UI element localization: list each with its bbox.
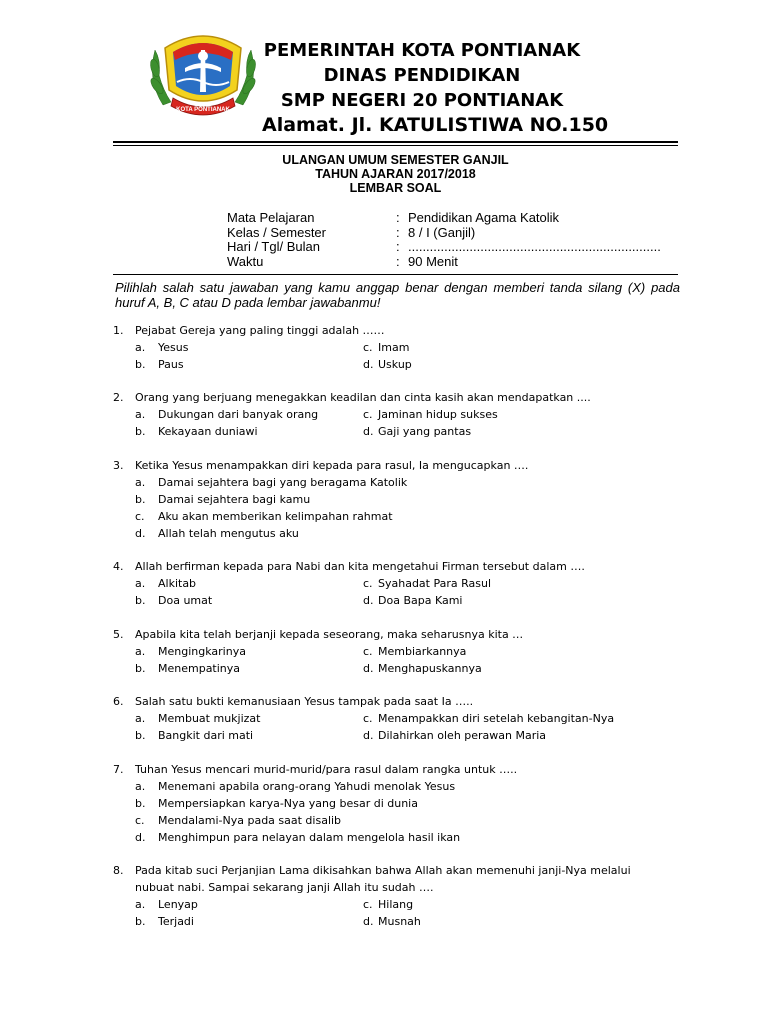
option-letter: b.: [135, 915, 146, 928]
option-text: Doa Bapa Kami: [378, 594, 463, 607]
option-letter: d.: [363, 662, 374, 675]
question-2: [113, 389, 693, 440]
option-row: [113, 339, 693, 356]
option-letter: b.: [135, 425, 146, 438]
option-text: Bangkit dari mati: [158, 729, 254, 742]
option-letter: c.: [363, 898, 373, 911]
option-row: [113, 474, 693, 491]
option-text: Menghapuskannya: [378, 662, 482, 675]
option-row: [113, 795, 693, 812]
option-text: Dilahirkan oleh perawan Maria: [378, 729, 547, 742]
question-text: Pejabat Gereja yang paling tinggi adalah ……: [135, 324, 385, 337]
question-7: [113, 761, 693, 846]
info-colon: :: [396, 210, 400, 225]
question-text: Tuhan Yesus mencari murid-murid/para rasul dalam rangka untuk …..: [135, 763, 518, 776]
svg-text:KOTA PONTIANAK: KOTA PONTIANAK: [176, 107, 230, 113]
option-row: [113, 575, 693, 592]
question-number: 5.: [113, 628, 124, 641]
option-text: Menghimpun para nelayan dalam mengelola hasil ikan: [158, 831, 461, 844]
info-colon: :: [396, 253, 400, 269]
info-colon: :: [396, 239, 400, 254]
option-letter: a.: [135, 577, 146, 590]
option-text: Kekayaan duniawi: [158, 425, 258, 438]
option-text: Damai sejahtera bagi yang beragama Katolik: [158, 476, 408, 489]
question-number: 3.: [113, 459, 124, 472]
question-number: 4.: [113, 560, 124, 573]
option-letter: b.: [135, 493, 146, 506]
option-letter: a.: [135, 712, 146, 725]
question-text: Pada kitab suci Perjanjian Lama dikisahkan bahwa Allah akan memenuhi janji-Nya melalui: [135, 864, 631, 877]
question-number: 8.: [113, 864, 124, 877]
question-number: 6.: [113, 695, 124, 708]
info-value: 8 / I (Ganjil): [408, 224, 476, 240]
kota-pontianak-emblem-icon: [143, 20, 263, 125]
option-row: [113, 829, 693, 846]
option-letter: a.: [135, 645, 146, 658]
option-letter: b.: [135, 358, 146, 371]
option-row: [113, 660, 693, 677]
option-text: Menemani apabila orang-orang Yahudi menolak Yesus: [158, 780, 456, 793]
exam-sheet-label: LEMBAR SOAL: [349, 181, 442, 195]
option-row: [113, 491, 693, 508]
option-row: [113, 525, 693, 542]
exam-title: ULANGAN UMUM SEMESTER GANJIL: [282, 153, 509, 167]
instruction-text: Pilihlah salah satu jawaban yang kamu anggap benar dengan memberi tanda silang (X) pada huruf A, B, C atau D pada lembar jawabanmu!: [115, 280, 680, 310]
header-divider-thick: [113, 141, 678, 143]
option-letter: b.: [135, 797, 146, 810]
question-6: [113, 693, 693, 744]
exam-heading: [113, 153, 678, 195]
option-letter: a.: [135, 898, 146, 911]
option-row: [113, 727, 693, 744]
header-divider-thin: [113, 145, 678, 146]
option-letter: a.: [135, 780, 146, 793]
option-letter: d.: [363, 729, 374, 742]
exam-year: TAHUN AJARAN 2017/2018: [315, 167, 476, 181]
option-letter: d.: [363, 594, 374, 607]
info-divider: [113, 274, 678, 275]
option-letter: d.: [363, 425, 374, 438]
option-letter: c.: [363, 645, 373, 658]
question-number: 7.: [113, 763, 124, 776]
option-row: [113, 356, 693, 373]
option-letter: d.: [363, 358, 374, 371]
option-text: Membuat mukjizat: [158, 712, 261, 725]
question-5: [113, 626, 693, 677]
school-name: SMP NEGERI 20 PONTIANAK: [280, 90, 564, 111]
option-letter: a.: [135, 476, 146, 489]
option-text: Imam: [378, 341, 410, 354]
option-letter: c.: [135, 814, 145, 827]
option-letter: c.: [135, 510, 145, 523]
option-row: [113, 508, 693, 525]
option-text: Mendalami-Nya pada saat disalib: [158, 814, 342, 827]
option-row: [113, 913, 693, 930]
option-text: Terjadi: [158, 915, 194, 928]
option-text: Aku akan memberikan kelimpahan rahmat: [158, 510, 393, 523]
option-text: Damai sejahtera bagi kamu: [158, 493, 311, 506]
option-letter: c.: [363, 577, 373, 590]
option-text: Yesus: [158, 341, 189, 354]
option-text: Musnah: [378, 915, 421, 928]
option-row: [113, 423, 693, 440]
option-text: Doa umat: [158, 594, 213, 607]
option-text: Allah telah mengutus aku: [158, 527, 299, 540]
option-row: [113, 643, 693, 660]
info-label: Hari / Tgl/ Bulan: [227, 239, 320, 254]
option-row: [113, 812, 693, 829]
option-text: Membiarkannya: [378, 645, 467, 658]
option-text: Uskup: [378, 358, 412, 371]
question-text: Allah berfirman kepada para Nabi dan kita mengetahui Firman tersebut dalam ….: [135, 560, 585, 573]
department-name: DINAS PENDIDIKAN: [323, 65, 521, 86]
question-text: nubuat nabi. Sampai sekarang janji Allah itu sudah ….: [135, 881, 434, 894]
info-colon: :: [396, 224, 400, 240]
option-text: Gaji yang pantas: [378, 425, 472, 438]
option-text: Menempatinya: [158, 662, 241, 675]
option-text: Paus: [158, 358, 184, 371]
option-row: [113, 406, 693, 423]
option-text: Syahadat Para Rasul: [378, 577, 492, 590]
question-text: Ketika Yesus menampakkan diri kepada para rasul, Ia mengucapkan ….: [135, 459, 529, 472]
info-value: Pendidikan Agama Katolik: [408, 210, 560, 225]
question-text: Orang yang berjuang menegakkan keadilan dan cinta kasih akan mendapatkan ....: [135, 391, 591, 404]
option-letter: a.: [135, 408, 146, 421]
info-value: ......................................................................: [408, 239, 661, 254]
option-letter: c.: [363, 408, 373, 421]
option-text: Lenyap: [158, 898, 198, 911]
option-letter: d.: [363, 915, 374, 928]
info-label: Waktu: [227, 253, 264, 269]
option-letter: b.: [135, 729, 146, 742]
option-row: [113, 896, 693, 913]
question-8: [113, 862, 693, 930]
option-text: Hilang: [378, 898, 414, 911]
option-row: [113, 592, 693, 609]
option-letter: a.: [135, 341, 146, 354]
question-1: [113, 322, 693, 373]
question-3: [113, 457, 693, 542]
option-row: [113, 778, 693, 795]
info-label: Mata Pelajaran: [227, 210, 315, 225]
option-text: Alkitab: [158, 577, 197, 590]
info-label: Kelas / Semester: [227, 224, 326, 240]
option-row: [113, 710, 693, 727]
option-letter: c.: [363, 341, 373, 354]
option-text: Mempersiapkan karya-Nya yang besar di dunia: [158, 797, 418, 810]
option-text: Jaminan hidup sukses: [378, 408, 498, 421]
option-text: Dukungan dari banyak orang: [158, 408, 319, 421]
option-letter: b.: [135, 594, 146, 607]
question-number: 1.: [113, 324, 124, 337]
question-text: Apabila kita telah berjanji kepada seseorang, maka seharusnya kita …: [135, 628, 524, 641]
question-number: 2.: [113, 391, 124, 404]
option-letter: d.: [135, 527, 146, 540]
option-letter: c.: [363, 712, 373, 725]
letterhead: [262, 38, 609, 138]
question-4: [113, 558, 693, 609]
option-text: Menampakkan diri setelah kebangitan-Nya: [378, 712, 615, 725]
school-address: Alamat. Jl. KATULISTIWA NO.150: [262, 114, 609, 136]
option-letter: b.: [135, 662, 146, 675]
government-name: PEMERINTAH KOTA PONTIANAK: [263, 40, 581, 61]
option-text: Mengingkarinya: [158, 645, 246, 658]
info-value: 90 Menit: [408, 253, 458, 269]
option-letter: d.: [135, 831, 146, 844]
question-text: Salah satu bukti kemanusiaan Yesus tampak pada saat Ia …..: [135, 695, 474, 708]
